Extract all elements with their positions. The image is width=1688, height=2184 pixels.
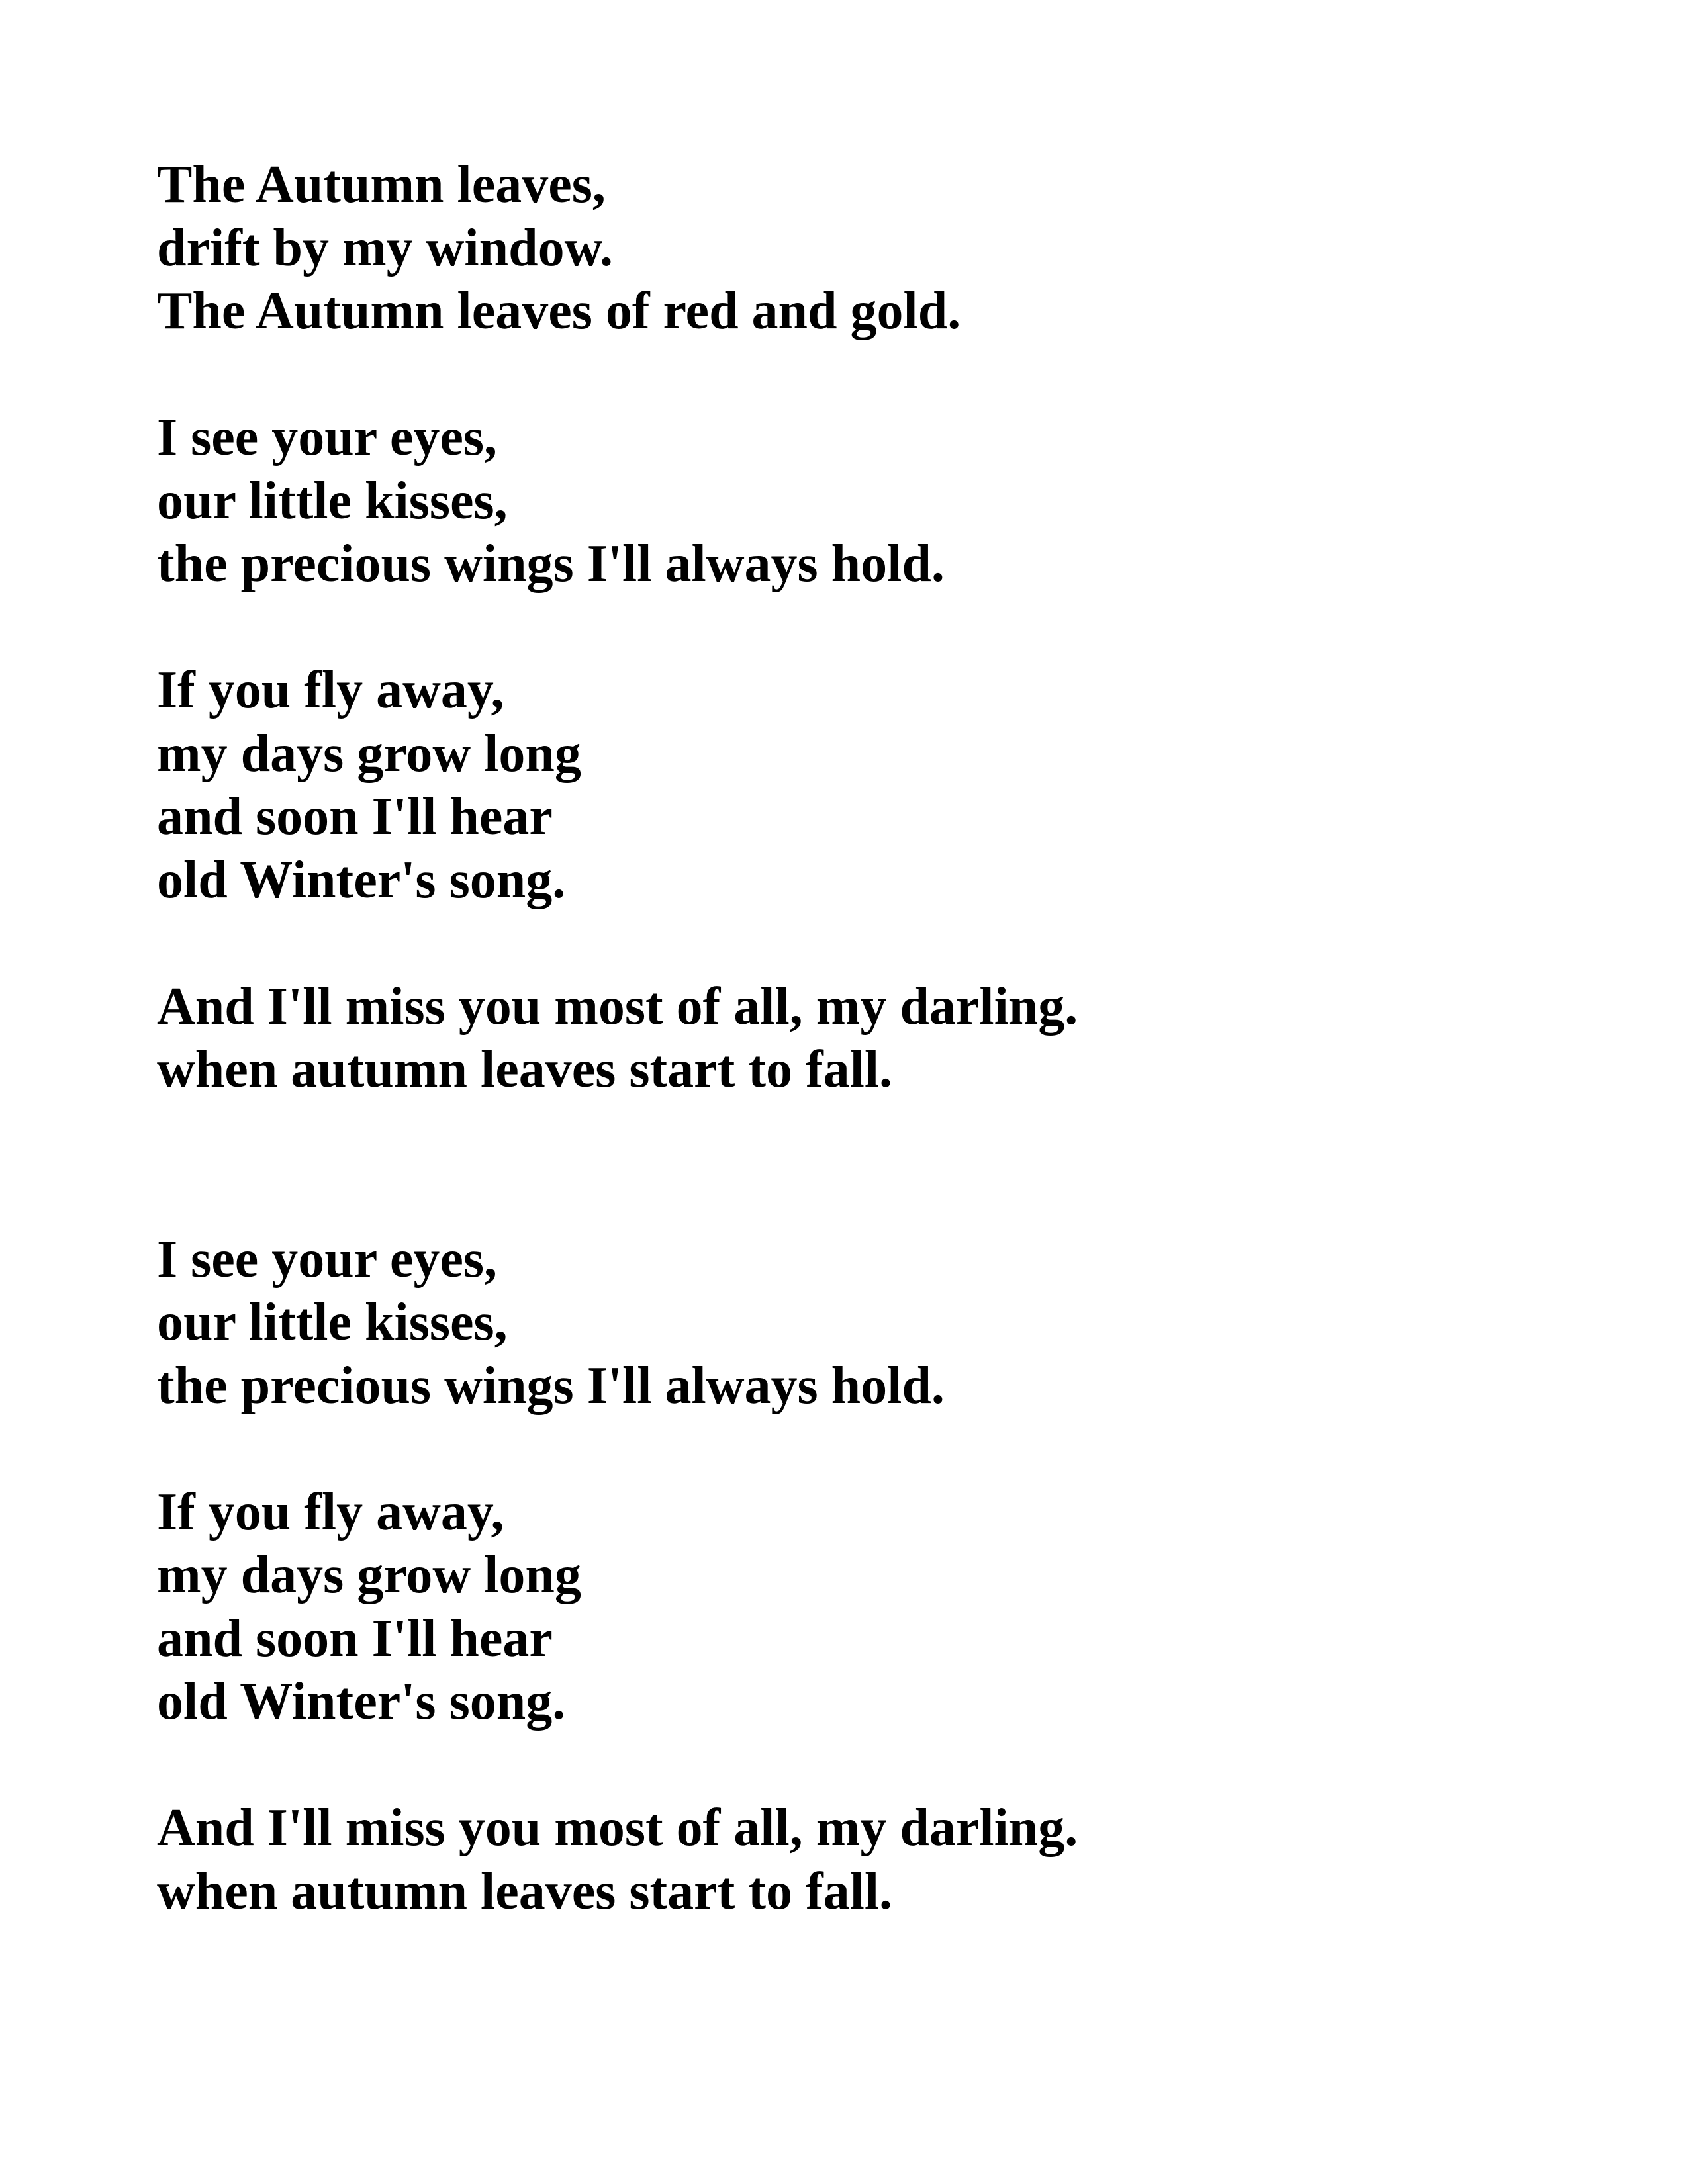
lyric-line: And I'll miss you most of all, my darling. — [157, 977, 1078, 1036]
lyric-line: when autumn leaves start to fall. — [157, 1862, 893, 1921]
lyric-line: my days grow long — [157, 1546, 581, 1604]
stanza-2 — [157, 406, 1613, 596]
lyric-line: my days grow long — [157, 724, 581, 783]
lyric-line: If you fly away, — [157, 661, 504, 719]
lyric-line: And I'll miss you most of all, my darling. — [157, 1799, 1078, 1857]
lyric-line: If you fly away, — [157, 1482, 504, 1541]
lyric-line: I see your eyes, — [157, 408, 497, 467]
lyric-line: when autumn leaves start to fall. — [157, 1040, 893, 1099]
lyric-line: our little kisses, — [157, 471, 508, 530]
lyric-line: I see your eyes, — [157, 1230, 497, 1289]
lyric-line: old Winter's song. — [157, 1672, 566, 1731]
lyric-line: old Winter's song. — [157, 850, 566, 909]
stanza-1 — [157, 154, 1613, 343]
stanza-3 — [157, 659, 1613, 912]
lyric-line: our little kisses, — [157, 1293, 508, 1351]
lyric-line: drift by my window. — [157, 218, 613, 277]
lyric-line: and soon I'll hear — [157, 1609, 553, 1668]
stanza-4 — [157, 976, 1613, 1102]
lyric-line: The Autumn leaves, — [157, 156, 606, 214]
lyric-line: and soon I'll hear — [157, 788, 553, 846]
lyrics-body — [157, 154, 1613, 1923]
lyric-line: the precious wings I'll always hold. — [157, 1356, 945, 1415]
lyric-line: the precious wings I'll always hold. — [157, 535, 945, 593]
stanza-6 — [157, 1481, 1613, 1734]
stanza-7 — [157, 1797, 1613, 1923]
stanza-5 — [157, 1228, 1613, 1418]
lyric-line: The Autumn leaves of red and gold. — [157, 282, 961, 340]
